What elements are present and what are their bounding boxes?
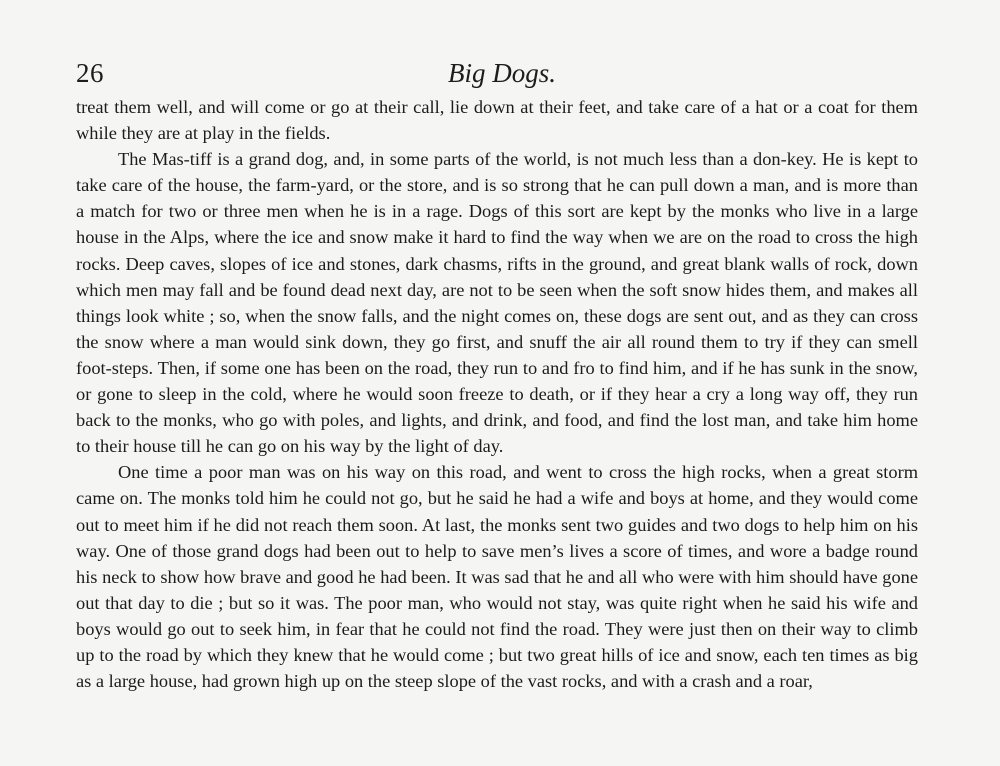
paragraph-mastiff: The Mas-tiff is a grand dog, and, in some parts of the world, is not much less than a don-key. He is kept to take care of the house, the farm-yard, or the store, and is so strong that he can pull down a man, and is more than a match for two or three men when he is in a rage. Dogs of this sort are kept by the monks who live in a large house in the Alps, where the ice and snow make it hard to find the way when we are on the road to cross the high rocks. Deep caves, slopes of ice and stones, dark chasms, rifts in the ground, and great blank walls of rock, down which men may fall and be found dead next day, are not to be seen when the soft snow hides them, and makes all things look white ; so, when the snow falls, and the night comes on, these dogs are sent out, and as they can cross the snow where a man would sink down, they go first, and snuff the air all round them to try if they can smell foot-steps. Then, if some one has been on the road, they run to and fro to find him, and if he has sunk in the snow, or gone to sleep in the cold, where he would soon freeze to death, or if they hear a cry a long way off, they run back to the monks, who go with poles, and lights, and drink, and food, and find the lost man, and take him home to their house till he can go on his way by the light of day. [76, 149, 918, 457]
paragraph-continued: treat them well, and will come or go at their call, lie down at their feet, and take care of a hat or a coat for them while they are at play in the fields. [76, 97, 918, 144]
page-number: 26 [76, 58, 104, 88]
page-header [76, 52, 918, 92]
body-text [76, 94, 918, 694]
paragraph-storm: One time a poor man was on his way on this road, and went to cross the high rocks, when a great storm came on. The monks told him he could not go, but he said he had a wife and boys at home, and they would come out to meet him if he did not reach them soon. At last, the monks sent two guides and two dogs to help him on his way. One of those grand dogs had been out to help to save men’s lives a score of times, and wore a badge round his neck to show how brave and good he had been. It was sad that he and all who were with him should have gone out that day to die ; but so it was. The poor man, who would not stay, was quite right when he said his wife and boys would go out to seek him, in fear that he could not find the road. They were just then on their way to climb up to the road by which they knew that he would come ; but two great hills of ice and snow, each ten times as big as a large house, had grown high up on the steep slope of the vast rocks, and with a crash and a roar, [76, 462, 918, 692]
running-title: Big Dogs. [448, 58, 556, 88]
